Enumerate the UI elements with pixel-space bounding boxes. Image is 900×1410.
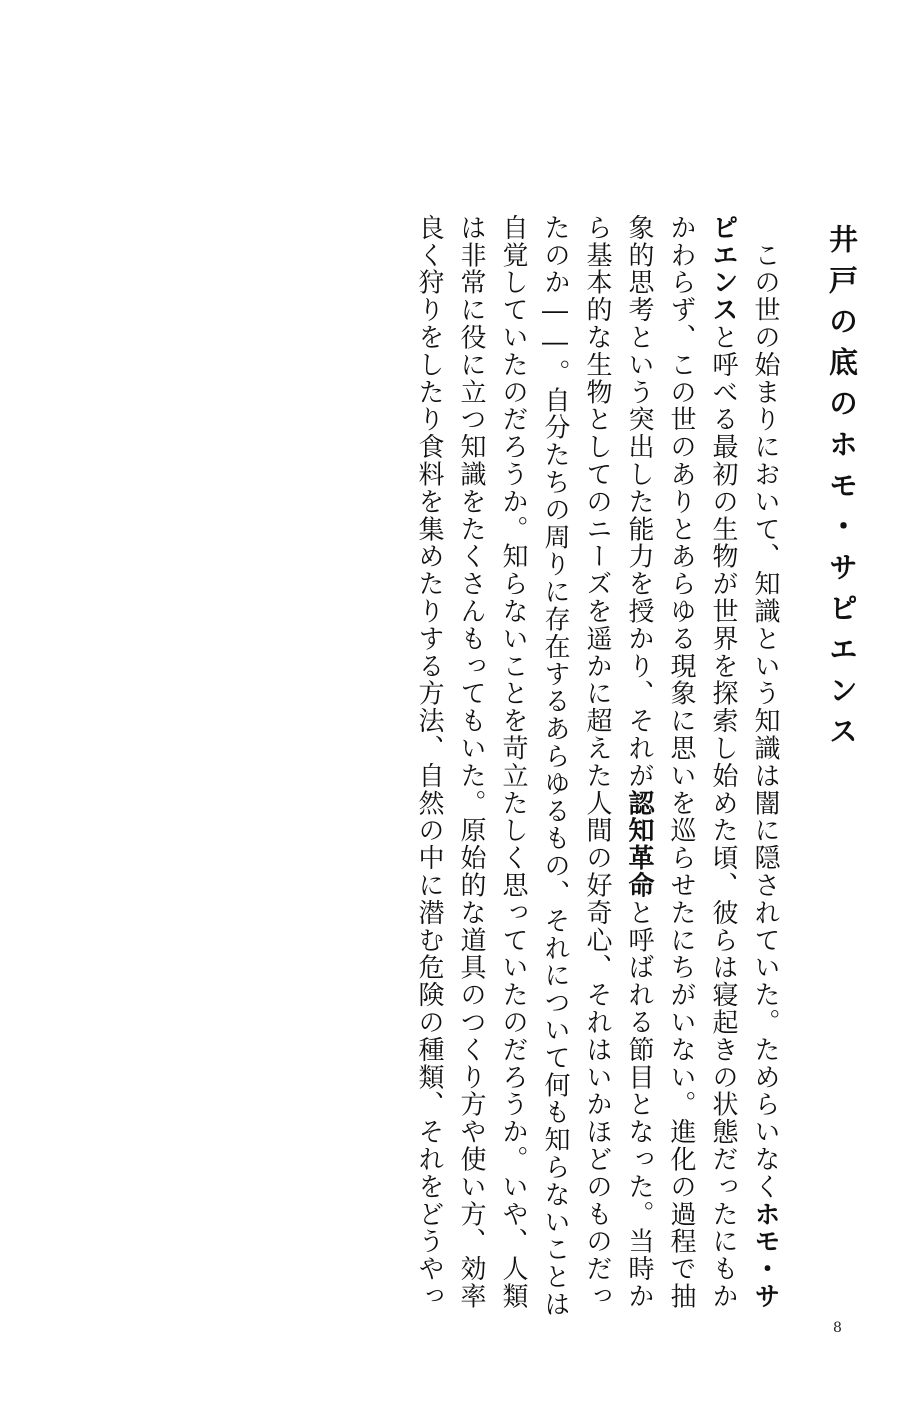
text-line bbox=[702, 214, 744, 1311]
page-number: 8 bbox=[833, 1320, 842, 1336]
emphasized-term: 認知革命 bbox=[624, 789, 654, 900]
emphasized-term: ピエンス bbox=[708, 214, 738, 324]
text-segment: 良く狩りをしたり食料を集めたりする方法、自然の中に潜む危険の種類、それをどうやっ bbox=[414, 214, 444, 1310]
text-segment: 自覚していたのだろうか。知らないことを苛立たしく思っていたのだろうか。いや、人類 bbox=[498, 214, 528, 1310]
text-segment: たのか――。自分たちの周りに存在するあらゆるもの、それについて何も知らないことは bbox=[540, 214, 570, 1318]
text-line bbox=[534, 214, 576, 1318]
text-line bbox=[618, 214, 660, 1311]
chapter-title: 井戸の底のホモ・サピエンス bbox=[825, 224, 859, 757]
text-line bbox=[492, 214, 534, 1310]
text-segment: かわらず、この世のありとあらゆる現象に思いを巡らせたにちがいない。進化の過程で抽 bbox=[666, 214, 696, 1310]
text-line bbox=[744, 214, 786, 1311]
text-segment: 象的思考という突出した能力を授かり、それが bbox=[624, 214, 654, 790]
emphasized-term: ホモ・サ bbox=[750, 1200, 780, 1311]
page-body bbox=[408, 214, 860, 1318]
text-segment: と呼べる最初の生物が世界を探索し始めた頃、彼らは寝起きの状態だったにもか bbox=[708, 323, 738, 1311]
text-line bbox=[576, 214, 618, 1310]
text-line bbox=[660, 214, 702, 1310]
text-line bbox=[450, 214, 492, 1310]
body-text bbox=[408, 214, 786, 1318]
text-segment: この世の始まりにおいて、知識という知識は闇に隠されていた。ためらいなく bbox=[750, 214, 780, 1201]
text-segment: ら基本的な生物としてのニーズを遥かに超えた人間の好奇心、それはいかほどのものだっ bbox=[582, 214, 612, 1310]
text-segment: と呼ばれる節目となった。当時か bbox=[624, 899, 654, 1311]
text-segment: は非常に役に立つ知識をたくさんもってもいた。原始的な道具のつくり方や使い方、効率 bbox=[456, 214, 486, 1310]
text-line bbox=[408, 214, 450, 1310]
